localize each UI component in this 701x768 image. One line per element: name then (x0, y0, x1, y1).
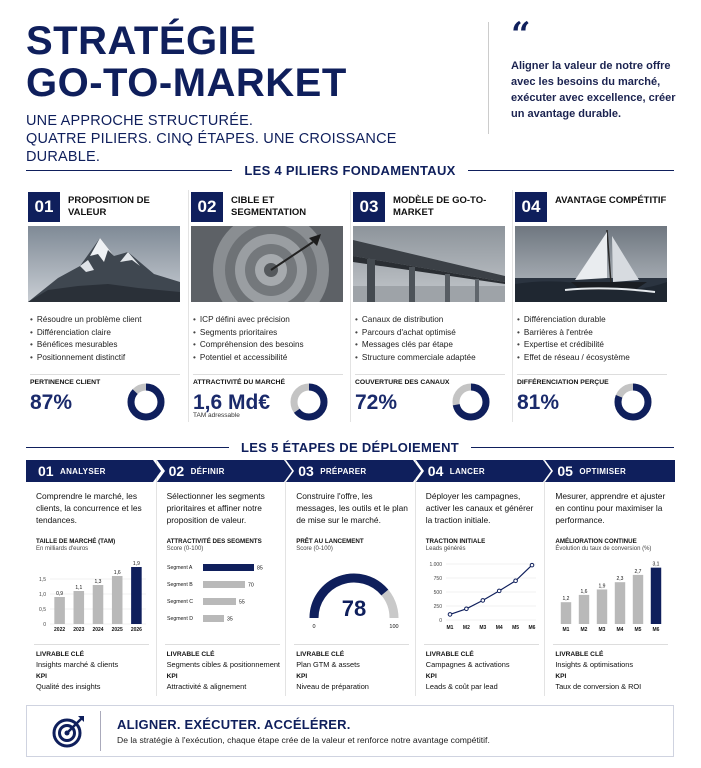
bar-value-label: 1,3 (94, 579, 102, 585)
deliverable-label: LIVRABLE CLÉ (36, 651, 84, 658)
kpi-label: KPI (166, 673, 178, 680)
step-chevron (286, 460, 421, 482)
step-description: Comprendre le marché, les clients, la concurrence et les tendances. (36, 491, 142, 525)
metric-value: 81% (517, 391, 560, 414)
deliverable-value: Campagnes & activations (425, 660, 510, 669)
step-card (285, 460, 415, 696)
chart-title: TAILLE DE MARCHÉ (TAM) (36, 538, 116, 545)
step-chevron (416, 460, 551, 482)
leads-line-chart (422, 556, 540, 636)
x-tick-label: M1 (562, 627, 570, 633)
category-label: Segment C (166, 599, 193, 605)
pillar-bullets (355, 314, 476, 364)
kpi-label: KPI (555, 673, 567, 680)
step-chevron (26, 460, 161, 482)
y-tick-label: 500 (433, 590, 442, 596)
quote-mark-icon: “ (511, 15, 531, 55)
bar-value-label: 1,6 (113, 570, 121, 576)
divider (471, 447, 674, 448)
bar-value-label: 35 (226, 616, 233, 623)
divider (34, 644, 149, 645)
bar-value-label: 85 (256, 565, 263, 572)
deliverable-label: LIVRABLE CLÉ (425, 651, 474, 658)
footer-text-block (101, 717, 490, 745)
bar-value-label: 3,1 (652, 561, 660, 568)
bar-value-label: 1,2 (562, 596, 570, 603)
divider (424, 644, 539, 645)
step-card (544, 460, 674, 696)
divider (517, 374, 667, 375)
bar (579, 595, 589, 624)
footer-banner (26, 705, 674, 757)
chart-title: AMÉLIORATION CONTINUE (555, 538, 637, 545)
subtitle-line-2: QUATRE PILIERS. CINQ ÉTAPES. UNE CROISSANCE DURABLE. (26, 131, 397, 165)
title-line-2: GO-TO-MARKET (26, 61, 347, 105)
data-point (497, 589, 501, 593)
donut-fill (131, 387, 161, 417)
bar-value-label: 70 (247, 582, 254, 589)
bar-value-label: 2,7 (634, 568, 642, 575)
chart-subtitle: Score (0-100) (296, 546, 333, 552)
deliverable-value: Insights marché & clients (36, 660, 119, 669)
bridge-image (353, 226, 505, 302)
page-subtitle (26, 112, 466, 166)
kpi-label: KPI (36, 673, 47, 680)
pillar-title: PROPOSITION DE VALEUR (68, 195, 150, 218)
list-item: • Barrières à l'entrée (517, 327, 630, 340)
list-item: • Différenciation durable (517, 314, 630, 327)
conversion-bar-chart (551, 556, 669, 636)
step-label: LANCER (449, 467, 485, 476)
kpi-value: Qualité des insights (36, 682, 101, 691)
sailboat-image (515, 226, 667, 302)
x-tick-label: 2022 (54, 627, 66, 633)
chart-title: PRÊT AU LANCEMENT (296, 538, 364, 545)
step-description: Sélectionner les segments prioritaires et affiner notre proposition de valeur. (166, 491, 265, 525)
pillar-bullets (517, 314, 630, 364)
bar (203, 615, 224, 622)
launch-gauge (292, 556, 410, 636)
x-tick-label: M4 (616, 627, 624, 633)
quote-text: Aligner la valeur de notre offre avec les besoins du marché, exécuter avec excellence, créer un avantage durable. (511, 60, 676, 120)
gauge-value: 78 (341, 596, 367, 621)
step-card (415, 460, 545, 696)
divider (165, 644, 280, 645)
category-label: Segment B (166, 582, 193, 588)
step-description: Construire l'offre, les messages, les outils et le plan de mise sur le marché. (296, 491, 408, 525)
list-item: • Bénéfices mesurables (30, 339, 142, 352)
y-tick-label: 0 (43, 622, 46, 628)
bar (597, 589, 607, 624)
bar-value-label: 55 (238, 599, 245, 606)
pillar-card (350, 190, 512, 422)
bar (561, 602, 571, 624)
divider (294, 644, 409, 645)
x-tick-label: M2 (580, 627, 588, 633)
y-tick-label: 1,0 (39, 592, 46, 598)
x-tick-label: M6 (652, 627, 660, 633)
x-tick-label: M5 (634, 627, 642, 633)
tam-bar-chart (32, 556, 150, 636)
pillar-title: AVANTAGE COMPÉTITIF (555, 195, 667, 206)
bar-value-label: 1,9 (132, 561, 140, 567)
metric-label: ATTRACTIVITÉ DU MARCHÉ (193, 379, 286, 386)
data-point (464, 607, 468, 611)
bar (651, 568, 661, 624)
chart-title: ATTRACTIVITÉ DES SEGMENTS (166, 538, 262, 545)
chart-subtitle: Leads générés (425, 546, 466, 552)
step-card (156, 460, 286, 696)
list-item: • Différenciation claire (30, 327, 142, 340)
target-dart-image (191, 226, 343, 302)
divider (26, 170, 232, 171)
donut-chart (126, 382, 166, 422)
bar (74, 591, 85, 624)
step-chevron (157, 460, 292, 482)
bar (615, 582, 625, 624)
data-point (481, 599, 485, 603)
bar (112, 576, 123, 624)
step-chevron (545, 460, 675, 482)
step-card (26, 460, 156, 696)
x-tick-label: M4 (495, 625, 503, 631)
list-item: • Parcours d'achat optimisé (355, 327, 476, 340)
metric-value: 87% (30, 391, 73, 414)
list-item: • Résoudre un problème client (30, 314, 142, 327)
metric-label: COUVERTURE DES CANAUX (355, 379, 450, 386)
y-tick-label: 0 (439, 618, 442, 624)
chart-subtitle: Évolution du taux de conversion (%) (555, 546, 652, 552)
metric-value: 1,6 Md€ (193, 391, 271, 414)
steps-grid (26, 460, 674, 696)
step-description: Déployer les campagnes, activer les canaux et générer la traction initiale. (425, 491, 534, 525)
series-line (450, 565, 532, 614)
pillar-bullets (193, 314, 304, 364)
pillar-card (512, 190, 674, 422)
chart-subtitle: Score (0-100) (166, 546, 204, 552)
hero (26, 20, 466, 166)
category-label: Segment D (166, 616, 193, 622)
y-tick-label: 250 (433, 604, 442, 610)
pillars-title-text: LES 4 PILIERS FONDAMENTAUX (244, 162, 456, 178)
bar (93, 585, 104, 624)
title-line-1: STRATÉGIE (26, 19, 257, 63)
kpi-value: Niveau de préparation (296, 682, 369, 691)
gauge-max-label: 100 (389, 624, 399, 630)
list-item: • Canaux de distribution (355, 314, 476, 327)
donut-chart (289, 382, 329, 422)
pillar-number: 02 (191, 192, 223, 222)
deliverable-label: LIVRABLE CLÉ (296, 651, 345, 658)
pillar-number: 03 (353, 192, 385, 222)
divider (193, 374, 343, 375)
y-tick-label: 0,5 (39, 607, 46, 613)
subtitle-line-1: UNE APPROCHE STRUCTURÉE. (26, 113, 254, 129)
footer-text: De la stratégie à l'exécution, chaque étape crée de la valeur et renforce notre avantage compétitif. (117, 735, 490, 745)
x-tick-label: 2024 (92, 627, 104, 633)
bar-value-label: 1,1 (75, 585, 83, 591)
x-tick-label: M3 (479, 625, 487, 631)
segments-bar-chart (163, 556, 281, 636)
metric-sub: TAM adressable (193, 412, 240, 419)
x-tick-label: 2026 (130, 627, 142, 633)
bar-value-label: 2,3 (616, 576, 624, 583)
divider (30, 374, 180, 375)
footer-headline: ALIGNER. EXÉCUTER. ACCÉLÉRER. (117, 717, 351, 732)
data-point (514, 579, 518, 583)
pillar-number: 01 (28, 192, 60, 222)
list-item: • Potentiel et accessibilité (193, 352, 304, 365)
step-number: 02 (168, 463, 185, 479)
divider (355, 374, 505, 375)
data-point (448, 613, 452, 617)
deliverable-label: LIVRABLE CLÉ (166, 651, 215, 658)
mountain-peak-image (28, 226, 180, 302)
chart-subtitle: En milliards d'euros (36, 546, 89, 552)
donut-chart (451, 382, 491, 422)
pillar-title: MODÈLE DE GO-TO-MARKET (393, 195, 487, 218)
x-tick-label: M5 (511, 625, 519, 631)
deliverable-value: Segments cibles & positionnement (166, 660, 280, 669)
list-item: • Messages clés par étape (355, 339, 476, 352)
x-tick-label: 2025 (111, 627, 123, 633)
bar (203, 598, 236, 605)
list-item: • Compréhension des besoins (193, 339, 304, 352)
metric-value: 72% (355, 391, 398, 414)
pillars-grid (26, 190, 674, 422)
kpi-value: Attractivité & alignement (166, 682, 247, 691)
pillar-card (26, 190, 188, 422)
gauge-min-label: 0 (312, 624, 316, 630)
pillars-section-title (26, 162, 674, 178)
steps-title-text: LES 5 ÉTAPES DE DÉPLOIEMENT (240, 439, 460, 455)
x-tick-label: M6 (528, 625, 536, 631)
chart-title: TRACTION INITIALE (425, 538, 486, 545)
bar-value-label: 0,9 (56, 591, 64, 597)
step-label: DÉFINIR (190, 467, 225, 476)
step-label: PRÉPARER (320, 467, 367, 476)
step-number: 04 (427, 463, 444, 479)
list-item: • Structure commerciale adaptée (355, 352, 476, 365)
bar (54, 597, 65, 624)
bar (131, 567, 142, 624)
quote-block (488, 15, 683, 134)
divider (468, 170, 674, 171)
bar (633, 575, 643, 624)
step-number: 05 (557, 463, 573, 479)
pillar-number: 04 (515, 192, 547, 222)
bar (203, 564, 254, 571)
step-number: 01 (38, 463, 54, 479)
data-point (530, 563, 534, 567)
step-label: ANALYSER (60, 467, 106, 476)
x-tick-label: 2023 (73, 627, 85, 633)
divider (26, 447, 229, 448)
bar-value-label: 1,9 (598, 583, 606, 590)
metric-label: DIFFÉRENCIATION PERÇUE (517, 379, 609, 386)
x-tick-label: M3 (598, 627, 606, 633)
bar-value-label: 1,6 (580, 588, 588, 595)
category-label: Segment A (166, 565, 192, 571)
deliverable-value: Plan GTM & assets (296, 660, 360, 669)
metric-label: PERTINENCE CLIENT (30, 379, 101, 386)
deliverable-label: LIVRABLE CLÉ (555, 651, 604, 658)
list-item: • Effet de réseau / écosystème (517, 352, 630, 365)
pillar-card (188, 190, 350, 422)
pillar-title: CIBLE ET SEGMENTATION (231, 195, 307, 218)
pillar-bullets (30, 314, 142, 364)
page-title (26, 20, 466, 104)
y-tick-label: 1,5 (39, 577, 46, 583)
x-tick-label: M1 (446, 625, 454, 631)
steps-section-title (26, 439, 674, 455)
kpi-label: KPI (425, 673, 437, 680)
kpi-label: KPI (296, 673, 308, 680)
target-arrow-icon (37, 711, 101, 751)
step-number: 03 (298, 463, 314, 479)
list-item: • Expertise et crédibilité (517, 339, 630, 352)
donut-chart (613, 382, 653, 422)
deliverable-value: Insights & optimisations (555, 660, 634, 669)
bar (203, 581, 245, 588)
list-item: • Segments prioritaires (193, 327, 304, 340)
step-label: OPTIMISER (579, 467, 627, 476)
x-tick-label: M2 (462, 625, 470, 631)
divider (553, 644, 668, 645)
y-tick-label: 1.000 (429, 562, 442, 568)
list-item: • Positionnement distinctif (30, 352, 142, 365)
step-description: Mesurer, apprendre et ajuster en continu pour maximiser la performance. (555, 491, 666, 525)
kpi-value: Leads & coût par lead (425, 682, 498, 691)
list-item: • ICP défini avec précision (193, 314, 304, 327)
kpi-value: Taux de conversion & ROI (555, 682, 642, 691)
y-tick-label: 750 (433, 576, 442, 582)
